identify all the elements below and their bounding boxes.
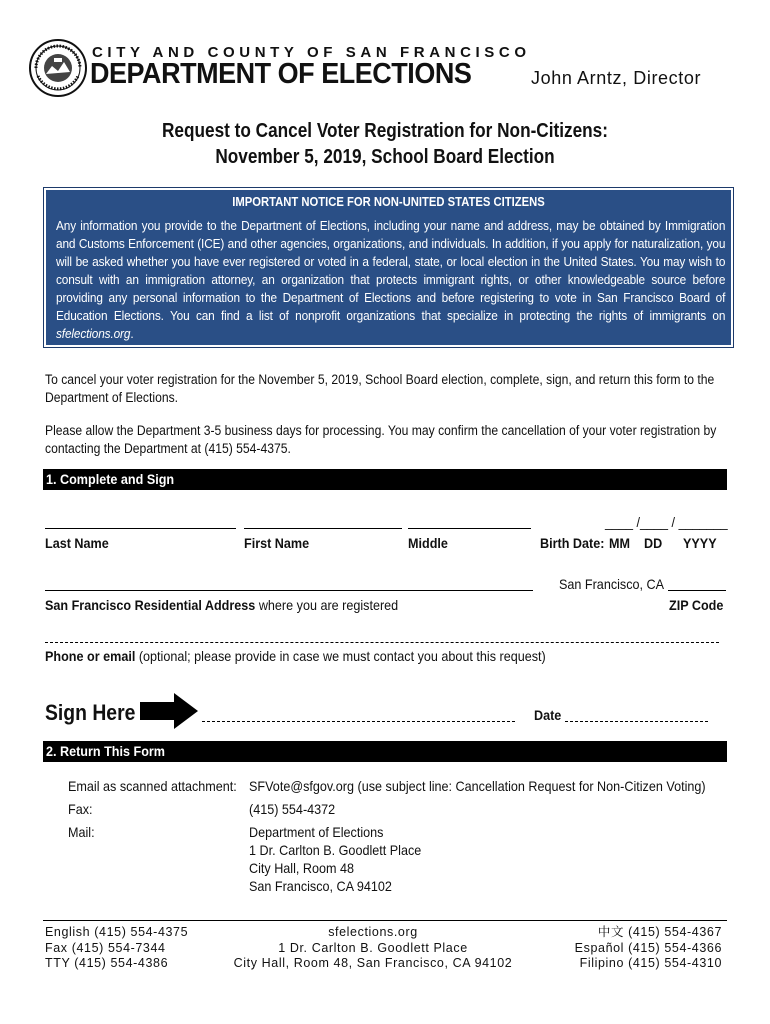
zip-code-field[interactable] (668, 590, 726, 591)
email-value[interactable]: SFVote@sfgov.org (use subject line: Cancellation Request for Non-Citizen Voting) (249, 778, 706, 794)
address-field[interactable] (45, 590, 533, 591)
footer-chinese-phone: 中文 (415) 554-4367 (597, 925, 722, 939)
last-name-label: Last Name (45, 535, 109, 551)
footer-left (45, 925, 188, 972)
fax-value: (415) 554-4372 (249, 801, 336, 817)
footer-english-phone: English (415) 554-4375 (45, 925, 189, 939)
notice-heading: IMPORTANT NOTICE FOR NON-UNITED STATES CITIZENS (232, 195, 545, 209)
department-heading: DEPARTMENT OF ELECTIONS (90, 58, 472, 90)
footer-right (560, 925, 722, 972)
city-seal-icon (28, 38, 88, 98)
email-label: Email as scanned attachment: (68, 778, 237, 794)
first-name-label: First Name (244, 535, 310, 551)
phone-email-field[interactable] (45, 642, 719, 643)
address-label: San Francisco Residential Address where you are registered (45, 597, 399, 613)
city-county-heading: CITY AND COUNTY OF SAN FRANCISCO (92, 44, 531, 61)
last-name-field[interactable] (45, 528, 236, 529)
form-title-line2: November 5, 2019, School Board Election (215, 146, 555, 168)
footer-fax: Fax (415) 554-7344 (45, 940, 166, 955)
form-title-line1: Request to Cancel Voter Registration for Non-Citizens: (162, 120, 608, 142)
footer-address-line2: City Hall, Room 48, San Francisco, CA 94102 (233, 956, 513, 970)
birth-date-field[interactable]: ____ /____ / _______ (605, 514, 728, 530)
birth-day-label: DD (644, 535, 663, 551)
footer-address-line1: 1 Dr. Carlton B. Goodlett Place (278, 940, 468, 955)
zip-code-label: ZIP Code (669, 597, 724, 613)
instructions-para2: Please allow the Department 3-5 business days for processing. You may confirm the cancellation of your voter registration by contacting the Department at (415) 554-4375. (45, 423, 717, 456)
section2-header: 2. Return This Form (43, 741, 727, 762)
important-notice-box (43, 187, 734, 348)
arrow-right-icon (140, 693, 198, 729)
notice-end: . (130, 326, 134, 341)
phone-email-label: Phone or email (optional; please provide in case we must contact you about this request) (45, 648, 546, 664)
sign-here-label: Sign Here (45, 700, 136, 725)
notice-body (56, 217, 725, 343)
signature-field[interactable] (202, 721, 515, 722)
footer-filipino-phone: Filipino (415) 554-4310 (579, 956, 722, 970)
footer-divider (43, 920, 727, 921)
mail-address (249, 823, 421, 895)
date-field[interactable] (565, 721, 708, 722)
mail-line: Department of Elections (249, 824, 384, 840)
first-name-field[interactable] (244, 528, 402, 529)
footer-spanish-phone: Español (415) 554-4366 (574, 940, 722, 955)
city-state-text: San Francisco, CA (559, 576, 665, 592)
notice-text: Any information you provide to the Department of Elections, including your name and address, may be obtained by Immigration and Customs Enforcement (ICE) and other agencies, organizations, and individuals. In addition, if you apply for naturalization, you will be asked whether you have ever registered or voted in a federal, state, or local election in the United States. You may wish to consult with an immigration attorney, an organization that protects immigrant rights, or other knowledgeable source before providing any personal information to the Department of Elections and before registering to vote in San Francisco Board of Education Elections. You can find a list of nonprofit organizations that specialize in protecting the rights of immigrants on (56, 218, 726, 323)
footer-tty: TTY (415) 554-4386 (45, 956, 169, 970)
fax-label: Fax: (68, 801, 93, 817)
mail-line: City Hall, Room 48 (249, 860, 355, 876)
middle-label: Middle (408, 535, 448, 551)
birth-month-label: MM (609, 535, 630, 551)
mail-line: San Francisco, CA 94102 (249, 878, 392, 894)
instructions-para1: To cancel your voter registration for the November 5, 2019, School Board election, complete, sign, and return this form to the Department of Elections. (45, 372, 715, 405)
birth-year-label: YYYY (683, 535, 717, 551)
mail-line: 1 Dr. Carlton B. Goodlett Place (249, 842, 422, 858)
footer-center (200, 925, 546, 972)
director-name: John Arntz, Director (531, 68, 702, 88)
sfelections-link[interactable]: sfelections.org (56, 326, 131, 341)
footer-website[interactable]: sfelections.org (328, 925, 418, 939)
section1-header: 1. Complete and Sign (43, 469, 727, 490)
date-label: Date (534, 707, 562, 723)
middle-name-field[interactable] (408, 528, 531, 529)
mail-label: Mail: (68, 824, 95, 840)
birth-date-label: Birth Date: (540, 535, 605, 551)
